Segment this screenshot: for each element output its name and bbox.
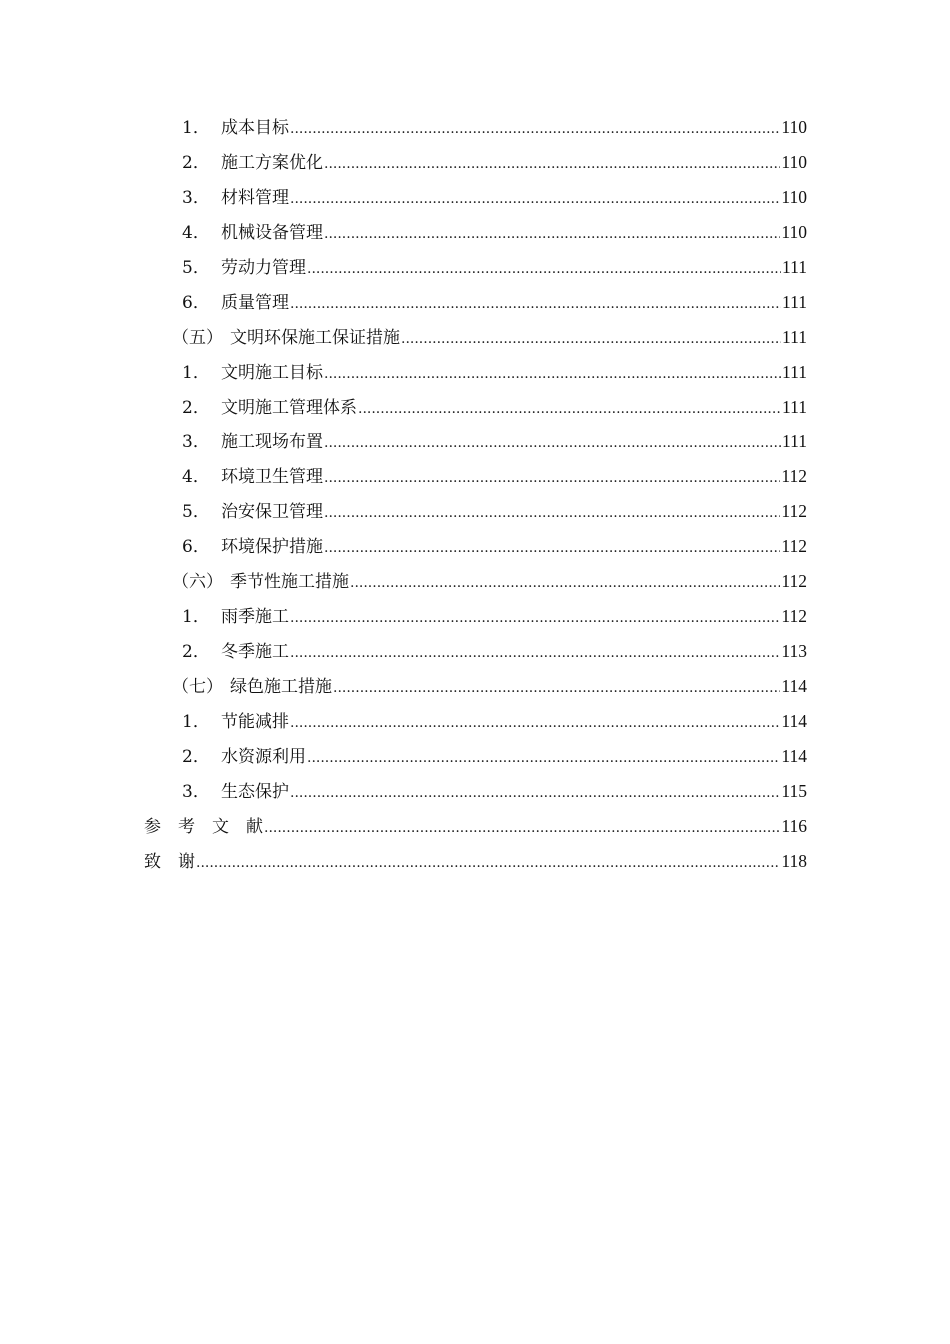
toc-leader-dots <box>324 461 780 495</box>
toc-chapter-entry[interactable] <box>0 844 950 879</box>
toc-entry-title: 成本目标 <box>221 118 289 138</box>
toc-entry-page: 110 <box>781 221 807 242</box>
toc-entry-title: 雨季施工 <box>221 607 289 628</box>
toc-entry[interactable] <box>0 459 950 494</box>
toc-leader-dots <box>401 322 781 356</box>
toc-entry-number: 2． <box>182 642 210 663</box>
toc-entry-title: 生态保护 <box>221 781 289 802</box>
toc-entry-title: 文明施工目标 <box>221 362 323 383</box>
toc-leader-dots <box>324 531 780 565</box>
toc-entry[interactable] <box>0 494 950 529</box>
toc-entry-page: 110 <box>781 117 807 137</box>
toc-entry-title: 质量管理 <box>221 292 289 313</box>
toc-entry[interactable] <box>0 180 950 215</box>
toc-entry[interactable] <box>0 704 950 739</box>
toc-entry-title: 参 考 文 献 <box>144 816 263 837</box>
toc-entry-number: 3． <box>182 781 210 802</box>
toc-entry-title: 治安保卫管理 <box>221 502 323 523</box>
toc-entry-title: 劳动力管理 <box>221 257 306 278</box>
toc-leader-dots <box>358 392 781 426</box>
toc-entry-title: 机械设备管理 <box>221 222 323 243</box>
toc-entry-number: 3． <box>182 187 210 208</box>
toc-entry-title: 文明施工管理体系 <box>221 397 357 418</box>
toc-entry-page: 114 <box>781 710 807 731</box>
toc-leader-dots <box>324 496 780 530</box>
toc-entry-number: 5． <box>182 502 210 523</box>
toc-entry[interactable] <box>0 424 950 459</box>
toc-entry[interactable] <box>0 285 950 320</box>
toc-entry-title: 水资源利用 <box>221 746 306 767</box>
toc-leader-dots <box>324 357 781 391</box>
toc-entry-number: （五） <box>172 327 223 348</box>
toc-entry-title: 冬季施工 <box>221 642 289 663</box>
toc-entry-page: 116 <box>781 815 807 836</box>
toc-entry-number: 6． <box>182 292 210 313</box>
toc-leader-dots <box>290 706 780 740</box>
toc-leader-dots <box>324 217 780 251</box>
toc-leader-dots <box>290 601 780 635</box>
toc-entry-number: （六） <box>172 572 223 593</box>
toc-entry-title: 施工方案优化 <box>221 152 323 173</box>
toc-entry-title: 季节性施工措施 <box>230 572 349 593</box>
toc-entry[interactable] <box>0 529 950 564</box>
toc-entry-page: 118 <box>781 850 807 871</box>
toc-entry[interactable] <box>0 250 950 285</box>
toc-entry-number: 1． <box>182 607 210 628</box>
toc-leader-dots <box>307 252 781 286</box>
toc-entry-page: 114 <box>781 745 807 766</box>
toc-entry-title: 节能减排 <box>221 711 289 732</box>
toc-entry-title: 文明环保施工保证措施 <box>230 327 400 348</box>
toc-entry-page: 111 <box>782 431 807 452</box>
toc-entry-page: 112 <box>781 571 807 592</box>
toc-entry-page: 114 <box>781 676 807 696</box>
toc-leader-dots <box>350 566 780 600</box>
toc-entry[interactable] <box>0 739 950 774</box>
toc-entry-number: 1． <box>182 711 210 732</box>
toc-entry-page: 110 <box>781 186 807 207</box>
toc-entry-number: （七） <box>172 677 223 697</box>
toc-entry-page: 111 <box>782 326 807 347</box>
toc-leader-dots <box>290 182 780 216</box>
toc-entry-number: 4． <box>182 467 210 488</box>
toc-entry-page: 112 <box>781 536 807 557</box>
toc-entry-number: 2． <box>182 746 210 767</box>
toc-entry[interactable] <box>0 634 950 669</box>
toc-leader-dots <box>324 147 780 181</box>
toc-entry[interactable] <box>0 110 950 145</box>
toc-entry-page: 112 <box>781 501 807 522</box>
toc-leader-dots <box>290 776 780 810</box>
toc-leader-dots <box>290 636 780 670</box>
toc-entry-title: 致 谢 <box>144 851 195 872</box>
toc-entry-page: 115 <box>781 780 807 801</box>
toc-leader-dots <box>307 741 780 775</box>
toc-entry-page: 111 <box>782 361 807 382</box>
toc-entry-title: 绿色施工措施 <box>230 677 332 697</box>
toc-entry-number: 4． <box>182 222 210 243</box>
toc-section-entry[interactable] <box>0 564 950 599</box>
toc-leader-dots <box>324 426 781 460</box>
toc-entry-number: 1． <box>182 362 210 383</box>
toc-entry-title: 环境保护措施 <box>221 537 323 558</box>
toc-entry-title: 施工现场布置 <box>221 432 323 453</box>
toc-leader-dots <box>264 811 780 845</box>
toc-entry-number: 5． <box>182 257 210 278</box>
toc-entry-page: 111 <box>782 256 807 277</box>
toc-entry-page: 111 <box>782 291 807 312</box>
toc-entry-page: 112 <box>781 466 807 487</box>
toc-entry[interactable] <box>0 145 950 180</box>
toc-leader-dots <box>290 287 781 321</box>
toc-section-entry[interactable] <box>0 669 950 704</box>
toc-entry-number: 6． <box>182 537 210 558</box>
toc-entry-number: 3． <box>182 432 210 453</box>
toc-entry[interactable] <box>0 390 950 425</box>
toc-entry-page: 110 <box>781 151 807 172</box>
toc-entry-page: 111 <box>782 396 807 417</box>
toc-leader-dots <box>333 671 780 705</box>
toc-leader-dots <box>290 112 780 146</box>
table-of-contents <box>0 110 950 879</box>
toc-entry-number: 2． <box>182 152 210 173</box>
toc-leader-dots <box>196 846 780 880</box>
toc-entry-title: 材料管理 <box>221 187 289 208</box>
toc-chapter-entry[interactable] <box>0 809 950 844</box>
toc-entry[interactable] <box>0 355 950 390</box>
toc-entry-page: 112 <box>781 606 807 627</box>
toc-entry-page: 113 <box>781 641 807 662</box>
toc-entry[interactable] <box>0 774 950 809</box>
toc-section-entry[interactable] <box>0 320 950 355</box>
toc-entry-number: 1． <box>182 118 210 138</box>
toc-entry[interactable] <box>0 215 950 250</box>
toc-entry-title: 环境卫生管理 <box>221 467 323 488</box>
toc-entry[interactable] <box>0 599 950 634</box>
toc-entry-number: 2． <box>182 397 210 418</box>
